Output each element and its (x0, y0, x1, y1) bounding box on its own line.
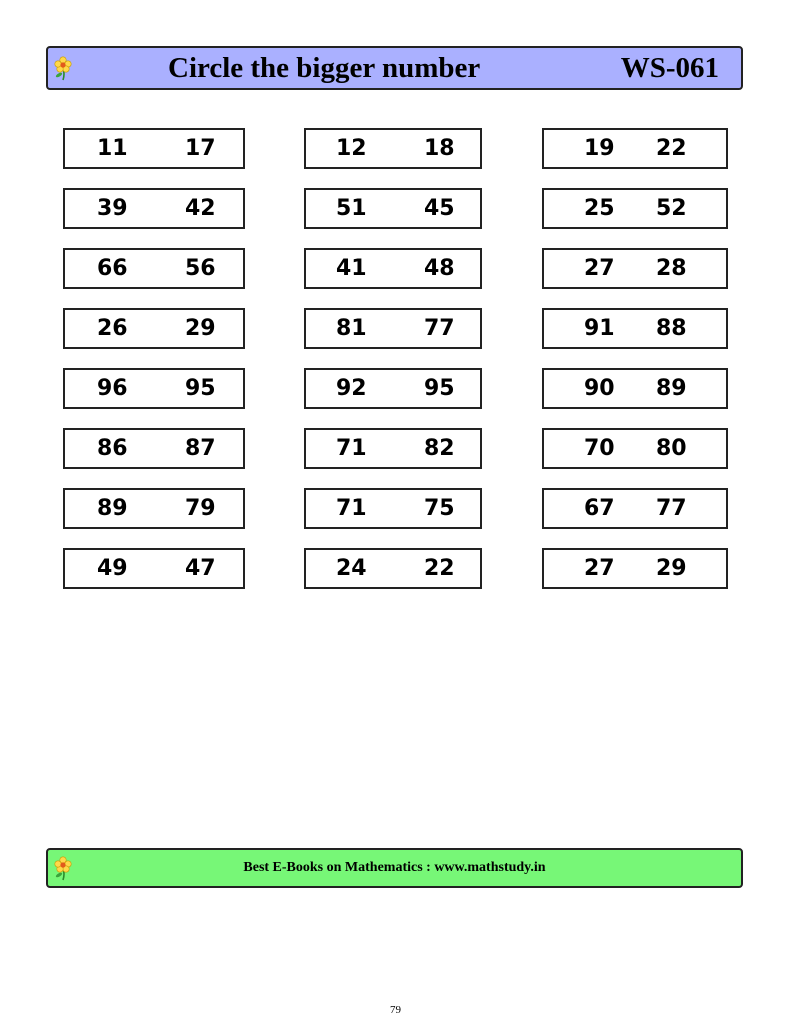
number-pair-box (63, 308, 245, 349)
number-pair-box (542, 188, 728, 229)
number-pair-box (304, 488, 482, 529)
worksheet-footer (46, 848, 743, 888)
first-number[interactable]: 81 (336, 316, 367, 341)
worksheet-header (46, 46, 743, 90)
second-number[interactable]: 77 (656, 496, 687, 521)
first-number[interactable]: 11 (97, 136, 128, 161)
number-pair-box (542, 548, 728, 589)
number-pair-box (63, 548, 245, 589)
first-number[interactable]: 89 (97, 496, 128, 521)
second-number[interactable]: 87 (185, 436, 216, 461)
second-number[interactable]: 17 (185, 136, 216, 161)
number-pair-box (304, 308, 482, 349)
second-number[interactable]: 75 (424, 496, 455, 521)
first-number[interactable]: 51 (336, 196, 367, 221)
second-number[interactable]: 29 (656, 556, 687, 581)
first-number[interactable]: 67 (584, 496, 615, 521)
number-pair-box (542, 248, 728, 289)
first-number[interactable]: 19 (584, 136, 615, 161)
second-number[interactable]: 42 (185, 196, 216, 221)
second-number[interactable]: 48 (424, 256, 455, 281)
second-number[interactable]: 82 (424, 436, 455, 461)
number-pair-box (542, 308, 728, 349)
number-pair-box (542, 128, 728, 169)
page-number: 79 (390, 1004, 401, 1016)
number-pair-box (304, 248, 482, 289)
first-number[interactable]: 92 (336, 376, 367, 401)
second-number[interactable]: 29 (185, 316, 216, 341)
first-number[interactable]: 26 (97, 316, 128, 341)
first-number[interactable]: 71 (336, 436, 367, 461)
first-number[interactable]: 27 (584, 556, 615, 581)
number-pair-box (63, 368, 245, 409)
worksheet-code: WS-061 (620, 52, 719, 84)
number-pair-box (304, 548, 482, 589)
second-number[interactable]: 45 (424, 196, 455, 221)
second-number[interactable]: 95 (185, 376, 216, 401)
number-pair-box (63, 188, 245, 229)
second-number[interactable]: 28 (656, 256, 687, 281)
flower-icon (52, 55, 74, 81)
footer-text: Best E-Books on Mathematics : www.mathstudy.in (243, 860, 546, 875)
first-number[interactable]: 24 (336, 556, 367, 581)
second-number[interactable]: 18 (424, 136, 455, 161)
number-pair-box (542, 428, 728, 469)
second-number[interactable]: 77 (424, 316, 455, 341)
second-number[interactable]: 52 (656, 196, 687, 221)
second-number[interactable]: 89 (656, 376, 687, 401)
second-number[interactable]: 56 (185, 256, 216, 281)
first-number[interactable]: 70 (584, 436, 615, 461)
second-number[interactable]: 79 (185, 496, 216, 521)
first-number[interactable]: 90 (584, 376, 615, 401)
first-number[interactable]: 71 (336, 496, 367, 521)
second-number[interactable]: 95 (424, 376, 455, 401)
first-number[interactable]: 66 (97, 256, 128, 281)
second-number[interactable]: 22 (656, 136, 687, 161)
first-number[interactable]: 12 (336, 136, 367, 161)
first-number[interactable]: 96 (97, 376, 128, 401)
second-number[interactable]: 88 (656, 316, 687, 341)
first-number[interactable]: 27 (584, 256, 615, 281)
number-pair-box (63, 428, 245, 469)
second-number[interactable]: 22 (424, 556, 455, 581)
number-pair-box (63, 488, 245, 529)
first-number[interactable]: 39 (97, 196, 128, 221)
second-number[interactable]: 80 (656, 436, 687, 461)
number-pair-box (304, 368, 482, 409)
second-number[interactable]: 47 (185, 556, 216, 581)
number-pair-box (63, 248, 245, 289)
first-number[interactable]: 41 (336, 256, 367, 281)
number-pair-box (304, 428, 482, 469)
number-pair-box (63, 128, 245, 169)
first-number[interactable]: 25 (584, 196, 615, 221)
number-pair-box (304, 128, 482, 169)
first-number[interactable]: 91 (584, 316, 615, 341)
number-pair-box (304, 188, 482, 229)
first-number[interactable]: 49 (97, 556, 128, 581)
number-pair-box (542, 488, 728, 529)
worksheet-title: Circle the bigger number (168, 52, 481, 84)
first-number[interactable]: 86 (97, 436, 128, 461)
number-pair-box (542, 368, 728, 409)
